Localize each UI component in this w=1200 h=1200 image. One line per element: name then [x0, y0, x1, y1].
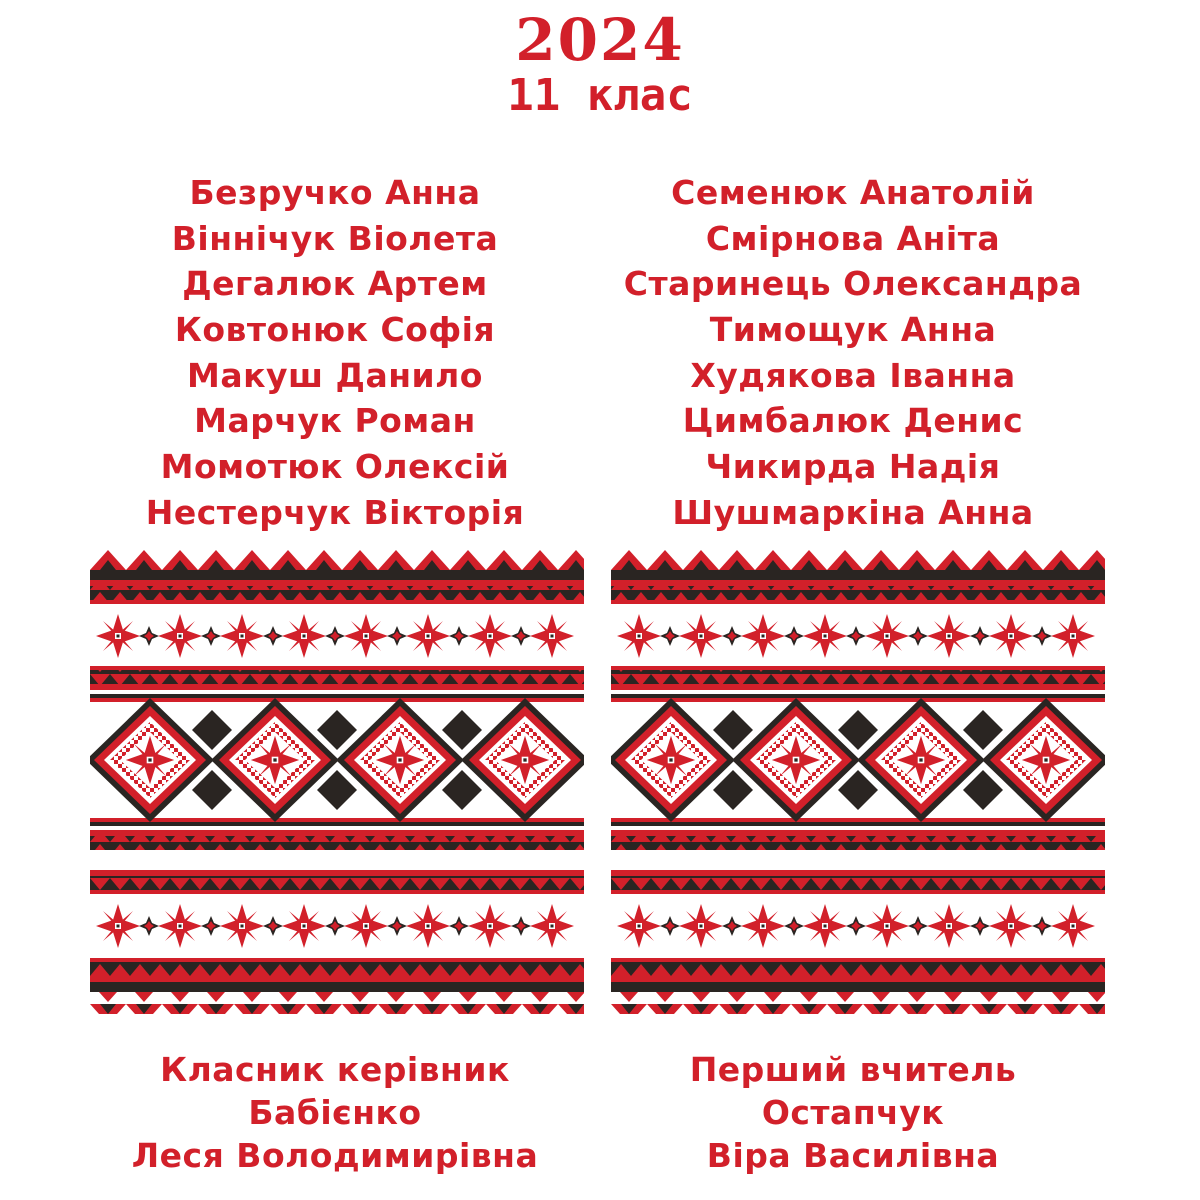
first-teacher-surname: Остапчук — [761, 1093, 945, 1132]
student-name: Момотюк Олексій — [160, 447, 510, 487]
student-list-right — [608, 170, 1098, 536]
embroidery-lower-ornament — [0, 850, 1200, 1040]
student-name: Цимбалюк Денис — [682, 401, 1024, 441]
student-name: Смірнова Аніта — [705, 218, 1001, 258]
student-name: Безручко Анна — [189, 173, 481, 212]
student-name: Чикирда Надія — [705, 447, 1001, 487]
student-name: Ковтонюк Софія — [174, 310, 496, 350]
embroidery-ornament — [611, 548, 1105, 850]
embroidery-ornament — [90, 548, 584, 850]
first-teacher-role: Перший вчитель — [689, 1050, 1017, 1089]
class-teacher-given-names: Леся Володимирівна — [131, 1136, 539, 1175]
class-title: 11 клас — [507, 70, 693, 121]
student-name: Марчук Роман — [194, 401, 476, 441]
student-name: Старинець Олександра — [623, 264, 1083, 304]
student-name: Віннічук Віолета — [171, 218, 499, 258]
class-teacher-block — [90, 1048, 580, 1177]
embroidery-band-left — [90, 548, 584, 850]
class-teacher-role: Класник керівник — [160, 1050, 510, 1089]
student-name: Нестерчук Вікторія — [145, 492, 525, 532]
first-teacher-given-names: Віра Василівна — [706, 1136, 1000, 1175]
student-list-left — [90, 170, 580, 536]
student-name: Шушмаркіна Анна — [672, 492, 1034, 532]
student-name: Дегалюк Артем — [182, 264, 488, 304]
class-teacher-surname: Бабієнко — [248, 1093, 422, 1132]
embroidery-lower-band — [0, 850, 1200, 1040]
student-name: Тимощук Анна — [709, 310, 997, 350]
student-name: Худякова Іванна — [690, 355, 1016, 395]
embroidery-band-right — [611, 548, 1105, 850]
student-name: Макуш Данило — [187, 355, 483, 395]
first-teacher-block — [608, 1048, 1098, 1177]
year-title: 2024 — [515, 6, 685, 74]
student-name: Семенюк Анатолій — [671, 173, 1035, 212]
